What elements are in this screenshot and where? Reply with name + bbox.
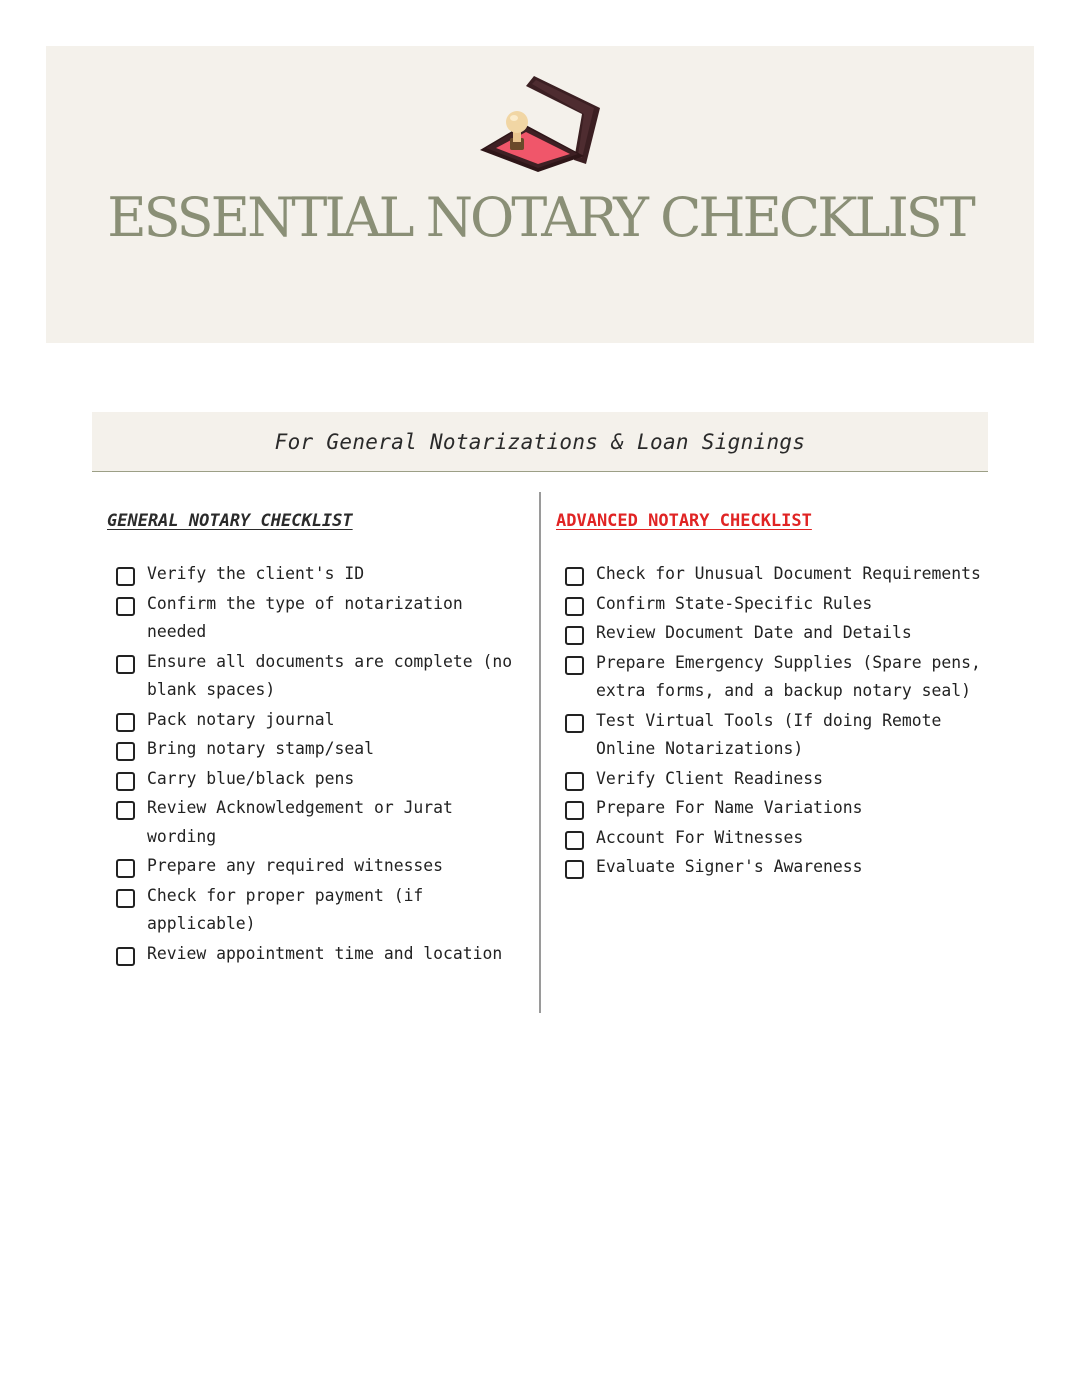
checklist-item: [565, 590, 986, 619]
checkbox[interactable]: [116, 713, 135, 732]
checklist-item-text: Review Acknowledgement or Jurat wording: [147, 798, 453, 846]
checklist-item-text: Prepare any required witnesses: [147, 856, 444, 875]
checkbox[interactable]: [116, 801, 135, 820]
checklist-item-text: Prepare For Name Variations: [596, 798, 863, 817]
checkbox[interactable]: [116, 772, 135, 791]
checklist-item-text: Confirm the type of notarization needed: [147, 593, 463, 641]
checklist-item-text: Verify the client's ID: [147, 564, 365, 583]
subtitle-banner: [92, 412, 988, 472]
checkbox[interactable]: [565, 626, 584, 645]
subtitle-text: For General Notarizations & Loan Signings: [274, 429, 806, 454]
checklist-item-text: Ensure all documents are complete (no blank spaces): [147, 651, 513, 699]
checkbox[interactable]: [565, 567, 584, 586]
checkbox[interactable]: [565, 714, 584, 733]
checkbox[interactable]: [565, 831, 584, 850]
checklist-item: [116, 560, 527, 589]
checklist-item-text: Check for Unusual Document Requirements: [596, 564, 981, 583]
checklist-item-text: Confirm State-Specific Rules: [596, 593, 873, 613]
checklist-item: [116, 735, 527, 764]
checkbox[interactable]: [116, 742, 135, 761]
checklist-item-text: Check for proper payment (if applicable): [147, 885, 424, 933]
checkbox[interactable]: [116, 567, 135, 586]
general-checklist: [107, 560, 527, 968]
checklist-item: [565, 619, 986, 648]
notary-stamp-icon: [474, 72, 604, 172]
checkbox[interactable]: [116, 597, 135, 616]
checklist-item: [565, 649, 986, 706]
column-divider: [539, 492, 541, 1013]
checkbox[interactable]: [565, 656, 584, 675]
checklist-item-text: Verify Client Readiness: [596, 768, 823, 788]
checklist-item: [116, 765, 527, 794]
checkbox[interactable]: [565, 597, 584, 616]
checkbox[interactable]: [565, 860, 584, 879]
checklist-item-text: Review appointment time and location: [147, 943, 503, 963]
checklist-item-text: Pack notary journal: [147, 709, 335, 729]
checkbox[interactable]: [116, 947, 135, 966]
page-title: ESSENTIAL NOTARY CHECKLIST: [107, 186, 973, 249]
checklist-item: [116, 706, 527, 735]
checklist-item: [116, 940, 527, 969]
checklist-item: [565, 560, 986, 589]
checklist-item-text: Prepare Emergency Supplies (Spare pens, extra forms, and a backup notary seal): [596, 652, 981, 700]
checklist-item: [565, 765, 986, 794]
advanced-checklist: [556, 560, 986, 882]
checklist-item: [116, 590, 527, 647]
checklist-item: [565, 794, 986, 823]
checklist-item-text: Account For Witnesses: [596, 827, 804, 847]
checkbox[interactable]: [116, 859, 135, 878]
advanced-checklist-column: [556, 508, 986, 883]
checklist-item-text: Test Virtual Tools (If doing Remote Online Notarizations): [596, 710, 942, 758]
checkbox[interactable]: [565, 772, 584, 791]
checklist-item: [565, 824, 986, 853]
checklist-item: [116, 882, 527, 939]
checklist-item: [116, 648, 527, 705]
checklist-item: [116, 794, 527, 851]
checklist-item-text: Bring notary stamp/seal: [147, 739, 374, 758]
checklist-item-text: Evaluate Signer's Awareness: [596, 857, 863, 876]
general-checklist-column: [107, 508, 527, 969]
checklist-item: [565, 853, 986, 882]
checklist-item: [565, 707, 986, 764]
general-checklist-heading: GENERAL NOTARY CHECKLIST: [107, 511, 353, 531]
checklist-item: [116, 852, 527, 881]
checklist-item-text: Carry blue/black pens: [147, 768, 355, 788]
checkbox[interactable]: [116, 889, 135, 908]
checklist-item-text: Review Document Date and Details: [596, 623, 912, 642]
advanced-checklist-heading: ADVANCED NOTARY CHECKLIST: [556, 511, 812, 531]
checkbox[interactable]: [116, 655, 135, 674]
checkbox[interactable]: [565, 801, 584, 820]
